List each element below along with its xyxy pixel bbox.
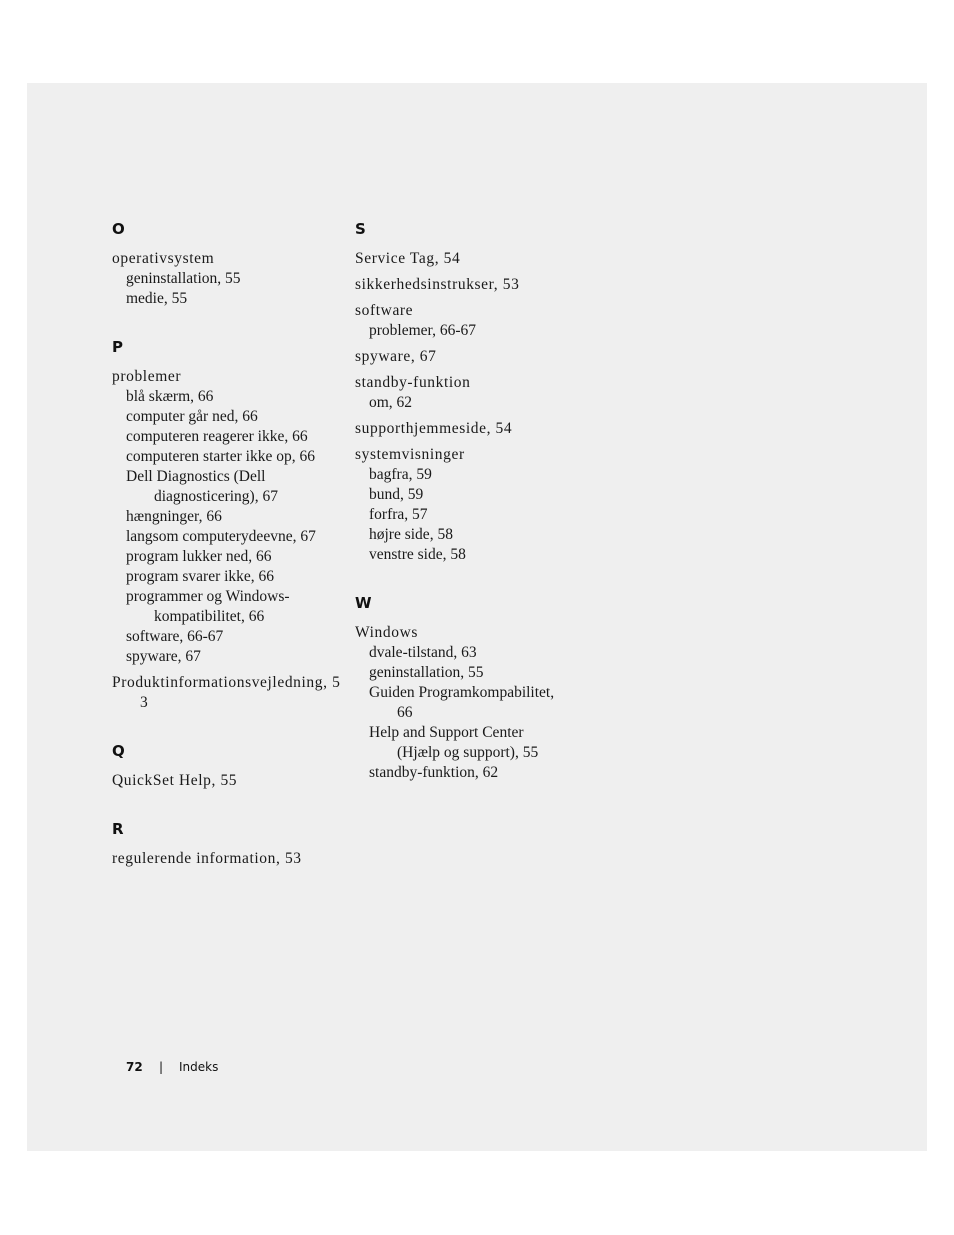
index-subentry: blå skærm, 66	[126, 388, 214, 405]
index-entry: software	[355, 302, 414, 319]
index-section-r	[112, 819, 342, 869]
index-subentry: højre side, 58	[369, 526, 453, 543]
index-subentry: spyware, 67	[126, 648, 201, 665]
index-subentry: computer går ned, 66	[126, 408, 258, 425]
index-subentry: programmer og Windows-kompatibilitet, 66	[126, 588, 290, 625]
index-entry: QuickSet Help, 55	[112, 772, 238, 789]
index-section-s	[355, 219, 595, 565]
section-letter: O	[112, 220, 125, 238]
index-column-left	[112, 219, 342, 897]
index-subentry: medie, 55	[126, 290, 188, 307]
index-entry: systemvisninger	[355, 446, 465, 463]
index-subentry: program lukker ned, 66	[126, 548, 272, 565]
index-section-o	[112, 219, 342, 309]
index-entry: Produktinformationsvejledning, 53	[112, 674, 341, 711]
index-entry: standby-funktion	[355, 374, 471, 391]
section-letter: S	[355, 220, 366, 238]
index-subentry: langsom computerydeevne, 67	[126, 528, 316, 545]
index-entry: sikkerhedsinstrukser, 53	[355, 276, 520, 293]
index-subentry: geninstallation, 55	[369, 664, 484, 681]
index-entry: operativsystem	[112, 250, 215, 267]
index-entry: problemer	[112, 368, 182, 385]
index-subentry: computeren reagerer ikke, 66	[126, 428, 308, 445]
index-entry: Windows	[355, 624, 418, 641]
index-entry: spyware, 67	[355, 348, 437, 365]
index-subentry: computeren starter ikke op, 66	[126, 448, 315, 465]
index-subentry: om, 62	[369, 394, 413, 411]
section-letter: P	[112, 338, 123, 356]
index-subentry: dvale-tilstand, 63	[369, 644, 477, 661]
index-section-q	[112, 741, 342, 791]
index-subentry: venstre side, 58	[369, 546, 466, 563]
section-letter: Q	[112, 742, 125, 760]
index-subentry: problemer, 66-67	[369, 322, 476, 339]
footer-title: Indeks	[179, 1060, 219, 1074]
section-letter: W	[355, 594, 372, 612]
index-subentry: Help and Support Center (Hjælp og support), 55	[369, 724, 539, 761]
index-entry: supporthjemmeside, 54	[355, 420, 513, 437]
section-letter: R	[112, 820, 124, 838]
index-subentry: geninstallation, 55	[126, 270, 241, 287]
index-section-w	[355, 593, 595, 783]
footer-separator: |	[159, 1060, 164, 1074]
index-subentry: Dell Diagnostics (Dell diagnosticering), 67	[126, 468, 278, 505]
index-subentry: software, 66-67	[126, 628, 224, 645]
index-subentry: bund, 59	[369, 486, 424, 503]
index-subentry: Guiden Programkompabilitet, 66	[369, 684, 555, 721]
index-subentry: forfra, 57	[369, 506, 428, 523]
index-subentry: standby-funktion, 62	[369, 764, 499, 781]
index-entry: regulerende information, 53	[112, 850, 302, 867]
page-number: 72	[126, 1060, 143, 1074]
index-column-right	[355, 219, 595, 811]
index-entry: Service Tag, 54	[355, 250, 461, 267]
index-section-p	[112, 337, 342, 713]
index-subentry: hængninger, 66	[126, 508, 222, 525]
index-subentry: bagfra, 59	[369, 466, 432, 483]
document-page	[27, 83, 927, 1151]
index-subentry: program svarer ikke, 66	[126, 568, 275, 585]
